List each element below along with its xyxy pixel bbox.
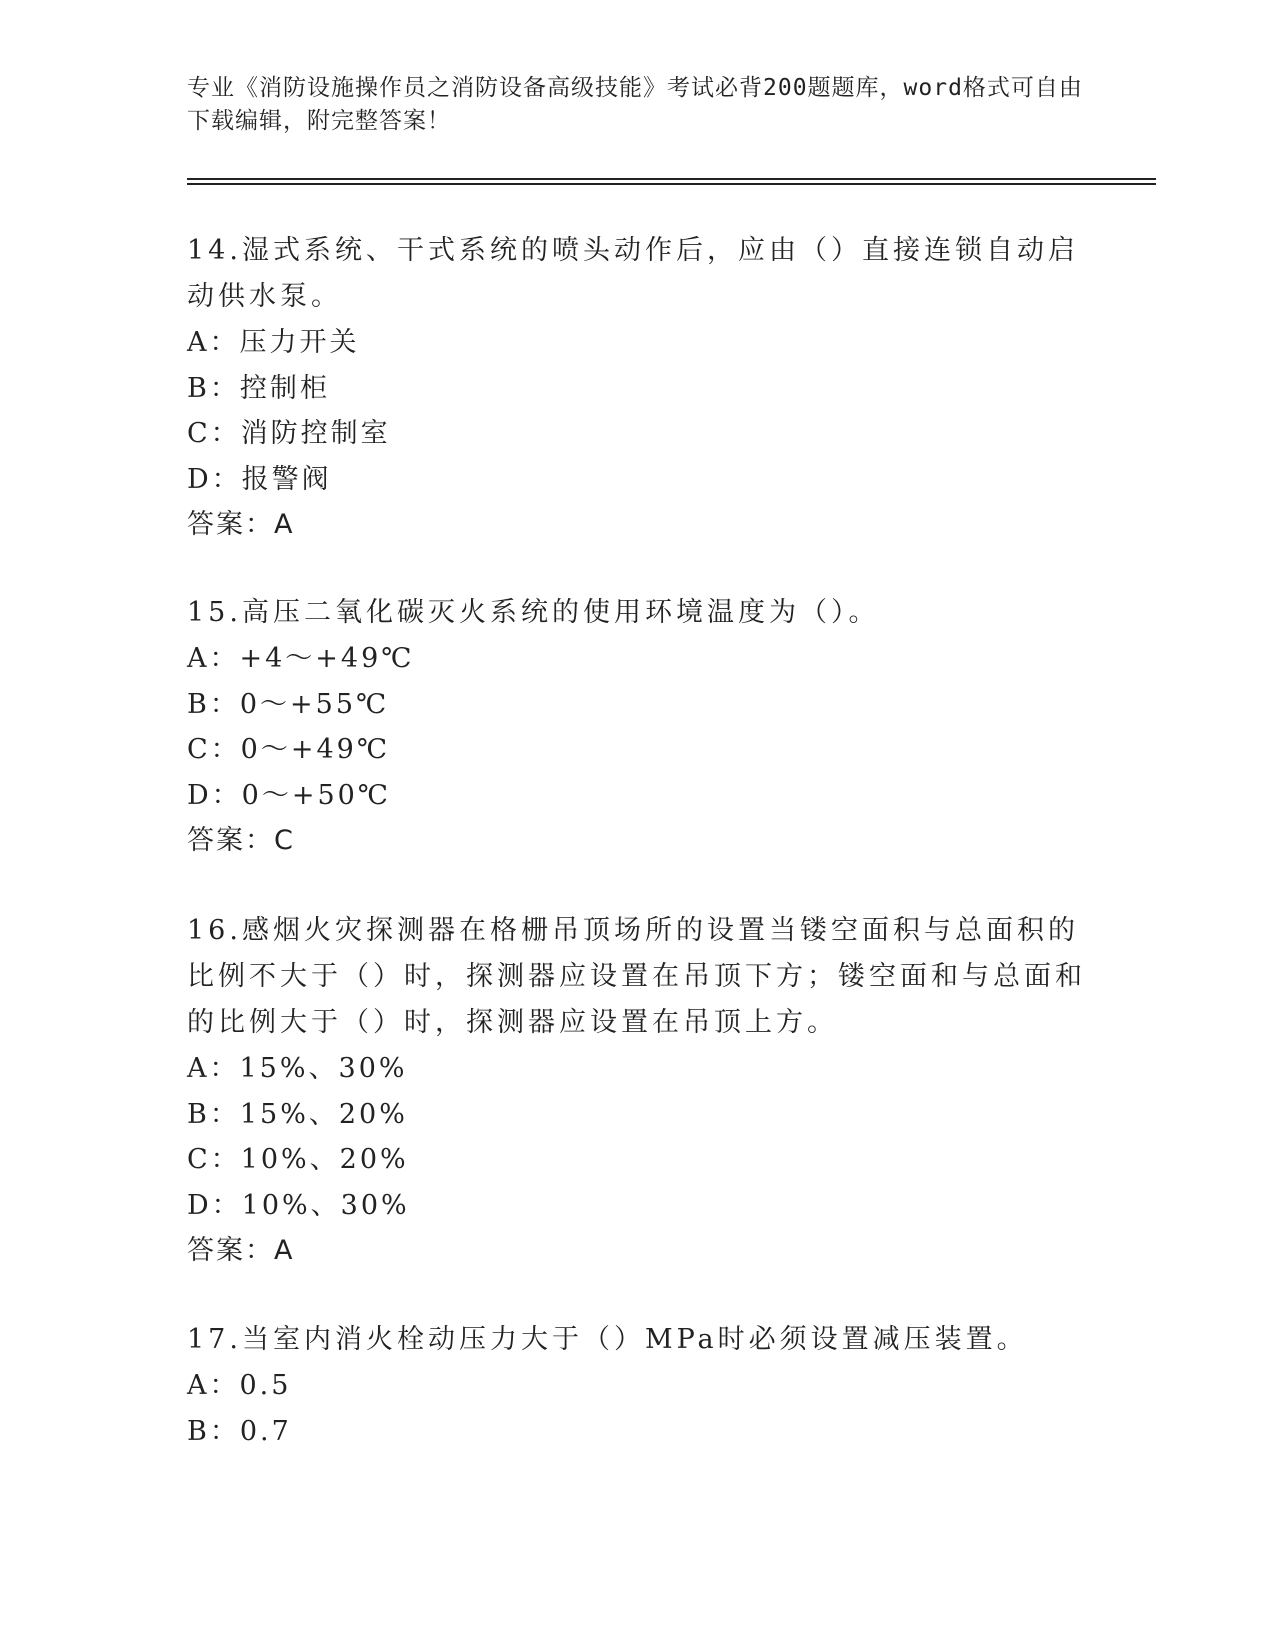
- answer-label: 答案：: [187, 1235, 274, 1266]
- question-stem: 14.湿式系统、干式系统的喷头动作后，应由（）直接连锁自动启动供水泵。: [187, 235, 1079, 312]
- option-c: C：消防控制室: [187, 418, 391, 449]
- option-a: A：15%、30%: [187, 1053, 408, 1084]
- option-c: C：0～+49℃: [187, 734, 391, 765]
- answer-line: [187, 818, 1087, 864]
- question-15: [187, 590, 1087, 864]
- option-b: B：0.7: [187, 1415, 292, 1447]
- question-17: [187, 1317, 1087, 1454]
- option-b: B：0～+55℃: [187, 688, 390, 720]
- question-stem: 15.高压二氧化碳灭火系统的使用环境温度为（）。: [187, 597, 880, 628]
- answer-label: 答案：: [187, 825, 274, 856]
- answer-value: C: [274, 825, 295, 856]
- header-divider-top: [187, 178, 1156, 180]
- option-d: D：报警阀: [187, 463, 332, 495]
- option-c: C：10%、20%: [187, 1144, 409, 1175]
- question-stem: 17.当室内消火栓动压力大于（）MPa时必须设置减压装置。: [187, 1324, 1028, 1355]
- document-header: [187, 72, 1087, 138]
- option-b: B：控制柜: [187, 372, 330, 404]
- option-a: A：压力开关: [187, 327, 360, 358]
- header-text: 专业《消防设施操作员之消防设备高级技能》考试必背200题题库，word格式可自由下载编辑，附完整答案！: [187, 75, 1083, 134]
- option-b: B：15%、20%: [187, 1098, 408, 1130]
- question-14: [187, 228, 1087, 548]
- answer-value: A: [274, 509, 295, 540]
- option-a: A：0.5: [187, 1370, 292, 1401]
- answer-line: [187, 1228, 1087, 1274]
- option-d: D：10%、30%: [187, 1189, 410, 1221]
- answer-label: 答案：: [187, 509, 274, 540]
- answer-value: A: [274, 1235, 295, 1266]
- question-stem: 16.感烟火灾探测器在格栅吊顶场所的设置当镂空面积与总面积的比例不大于（）时，探测器应设置在吊顶下方；镂空面和与总面和的比例大于（）时，探测器应设置在吊顶上方。: [187, 915, 1086, 1038]
- question-16: [187, 908, 1087, 1274]
- option-a: A：+4～+49℃: [187, 643, 415, 674]
- header-divider-bottom: [187, 183, 1156, 185]
- option-d: D：0～+50℃: [187, 779, 392, 811]
- answer-line: [187, 502, 1087, 548]
